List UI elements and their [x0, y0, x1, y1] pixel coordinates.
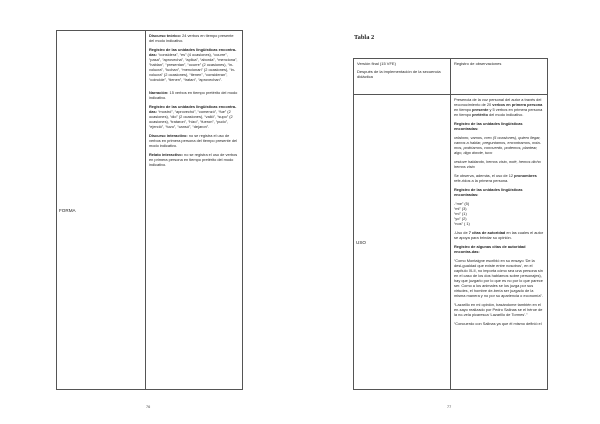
- bold-run: presente: [472, 107, 489, 112]
- bold-run: Registro de las unidades lingüísticas encontradas:: [454, 187, 523, 197]
- paragraph-heading: Discurso teórico:: [149, 33, 183, 38]
- paragraph: [454, 201, 544, 226]
- row-label-forma: FORMA: [57, 31, 146, 390]
- paragraph: [454, 321, 544, 326]
- paragraph: [149, 133, 239, 148]
- paragraph: [454, 135, 544, 155]
- paragraph-heading: Registro de las unidades lingüísticas encontra-das:: [149, 47, 237, 57]
- table-caption: Tabla 2: [354, 34, 375, 41]
- text-run: Presencia de la voz personal del autor a través del reconocimiento de 20: [454, 97, 542, 107]
- forma-observations: [146, 31, 243, 390]
- row-label-uso: USO: [354, 95, 451, 390]
- paragraph: [149, 33, 239, 43]
- header-version-line-2: Después de la implementación de la secuencia didáctica: [357, 69, 441, 79]
- paragraph: [454, 244, 544, 254]
- table-row: [354, 95, 548, 390]
- text-run: “yo” (2): [454, 216, 467, 221]
- bold-run: verbos en primera persona: [492, 102, 543, 107]
- header-observations: Registro de observaciones: [451, 59, 548, 95]
- paragraph-text: “mostró”, “aprovechó”, “comenzó”, “fue” (2 ocasiones), “dio” (2 ocasiones), “valió”, “supo” (2 ocasiones), “trataron”, “hizo”, “fueron”, “pudo”, “ejerció”, “tuvo”, “cansó”, “dejaron”.: [149, 109, 233, 129]
- bold-run: pronombres: [514, 173, 537, 178]
- text-run: “Como Montaigne escribió en su ensayo ‘De la desi-gualdad que existe entre nosotros’, en el capítulo XLII, no importa cómo sea una persona sin en el caso de los dos hablamos sobre personajes), hay que juzgarlo por lo que es no por lo que parece ser. Como a los animales se los juzga por sus virtudes, el hombre de-bería ser juzgado de la misma manera y no por su apariencia o economía”.: [454, 258, 543, 298]
- text-run: “Lazarillo en mi opinión, basándome también en el en-sayo realizado por Pedro Salinas se el héroe de la no-vela picaresca ‘Lazarillo de Tormes’.”: [454, 302, 543, 317]
- paragraph-heading: Discurso interactivo:: [149, 133, 189, 138]
- right-page: [300, 0, 600, 424]
- bold-run: 7 citas de autoridad: [468, 230, 506, 235]
- text-run: Se observa, además, el uso de 12: [454, 173, 515, 178]
- text-run: -Uso de: [454, 230, 469, 235]
- text-run: refe-ridos a la primera persona.: [454, 178, 509, 183]
- paragraph: [454, 159, 544, 169]
- italic-run: •elaboro,: [454, 135, 471, 140]
- paragraph-heading: Narración:: [149, 90, 170, 95]
- paragraph: [454, 230, 544, 240]
- text-run: en las cuales el autor se apoya para brindar su opinión.: [454, 230, 544, 240]
- paragraph: [454, 302, 544, 317]
- paragraph: [149, 104, 239, 129]
- paragraph: [454, 258, 544, 298]
- paragraph: [454, 187, 544, 197]
- uso-observations: [451, 95, 548, 390]
- bold-run: Registro de las unidades lingüísticas encontradas:: [454, 121, 523, 131]
- paragraph: [149, 152, 239, 167]
- paragraph-text: “considera”, “es” (4 ocasiones), “ocurre”, “pasa”, “aprovecha”, “aplica”, “aborda”, “menciona”, “hablan”, “presentan”, “ocurre” (2 ocasiones), “in-volucra”, “luchan”, “mencionan” (2 ocasiones), “in-volucra” (2 ocasiones), “tienen”, “consideran”, “coincide”, “tienen”, “tratan”, “aprovechan”.: [149, 52, 238, 82]
- paragraph-text: no se registra el uso de verbos en primera persona del tiempo presente del modo indicativo.: [149, 133, 238, 148]
- left-table: [56, 30, 243, 390]
- header-version-line-1: Versión final (15 VFE): [357, 61, 396, 66]
- paragraph-text: 24 verbos en tiempo presente del modo indicativo.: [149, 33, 234, 43]
- text-run: y 5 verbos en primera persona en tiempo: [454, 107, 543, 117]
- paragraph-text: 15 verbos en tiempo pretérito del modo indicativo.: [149, 90, 238, 100]
- paragraph: [454, 97, 544, 117]
- text-run: del modo indicativo.: [487, 112, 524, 117]
- header-version: [354, 59, 451, 95]
- bold-run: Registro de algunas citas de autoridad encontra-das:: [454, 244, 526, 254]
- text-run: “mi” (3): [454, 206, 467, 211]
- table-header-row: [354, 59, 548, 95]
- text-run: “nos” ( 1): [454, 221, 470, 226]
- text-run: “Concuerdo con Salinas ya que él mismo definió el: [454, 321, 542, 326]
- paragraph-heading: Relato interactivo:: [149, 152, 185, 157]
- text-run: “mí” (1): [454, 211, 467, 216]
- paragraph: [149, 90, 239, 100]
- page-number-right: 77: [447, 405, 452, 409]
- text-run: en tiempo: [454, 107, 473, 112]
- paragraph-heading: Registro de las unidades lingüísticas encontra-das:: [149, 104, 237, 114]
- paragraph: [149, 47, 239, 82]
- page-number-left: 76: [146, 405, 151, 409]
- forma-text: [149, 33, 239, 167]
- right-table: [353, 58, 548, 390]
- table-row: [57, 31, 243, 390]
- text-run: -“me” (5): [454, 201, 470, 206]
- paragraph: [454, 173, 544, 183]
- bold-run: pretérito: [472, 112, 488, 117]
- paragraph: [454, 121, 544, 131]
- italic-run: vamos, creo (5 ocasiones), quiero llegar, vamos a hablar, preguntamos, encontramos, nota-mos, podríamos, concuerdo, podemos, plantear, algo, digo donde, tuvo: [454, 135, 541, 155]
- uso-text: [454, 97, 544, 326]
- paragraph-text: no se registra el uso de verbos en primera persona en tiempo pretérito del modo indicativo.: [149, 152, 238, 167]
- italic-run: •estuve hablando, hemos visto, noté, hemos dicho hemos visto: [454, 159, 541, 169]
